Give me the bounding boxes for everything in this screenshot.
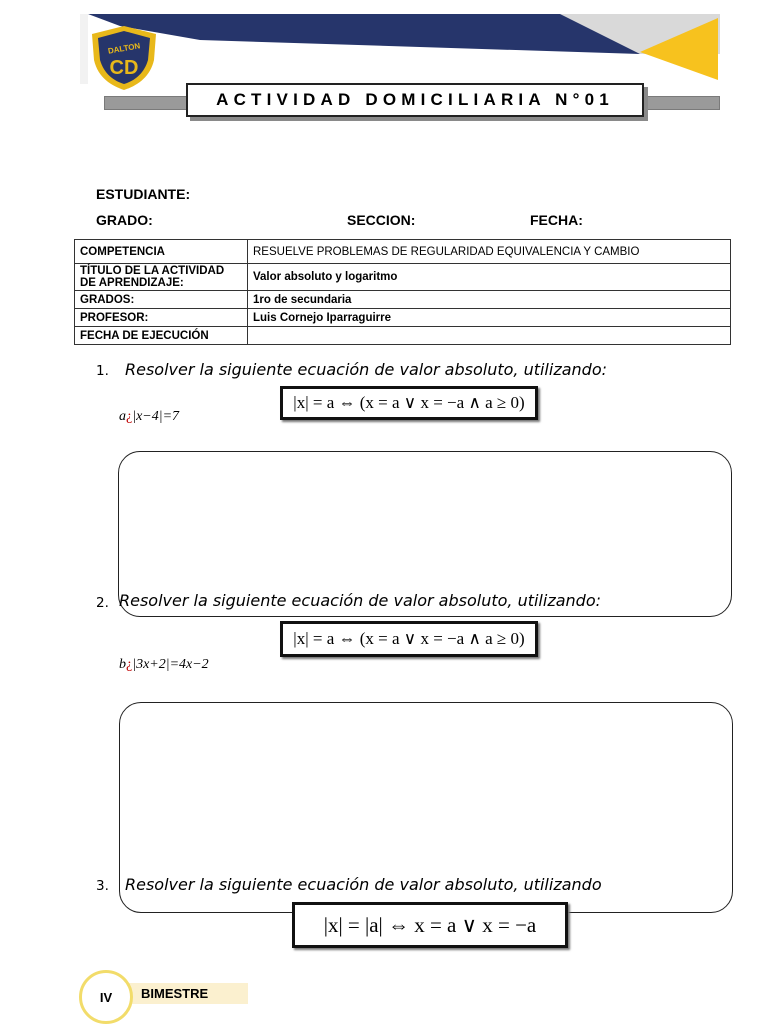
question-3-text: Resolver la siguiente ecuación de valor absoluto, utilizando	[125, 875, 602, 894]
section-label: SECCION:	[347, 212, 416, 228]
formula-2: |x| = a ⇔ (x = a ∨ x = −a ∧ a ≥ 0)	[280, 621, 538, 657]
row-value	[248, 327, 731, 345]
period-label: BIMESTRE	[141, 986, 209, 1001]
page-title: ACTIVIDAD DOMICILIARIA N°01	[216, 90, 614, 109]
question-1-number: 1.	[96, 363, 109, 379]
equation-1	[119, 409, 179, 425]
table-row	[75, 240, 731, 264]
equation-1-prefix: a	[119, 409, 126, 424]
row-label: PROFESOR:	[75, 309, 248, 327]
formula-1: |x| = a ⇔ (x = a ∨ x = −a ∧ a ≥ 0)	[280, 386, 538, 420]
period-band	[128, 983, 248, 1004]
school-logo	[88, 24, 160, 92]
row-value: 1ro de secundaria	[248, 291, 731, 309]
question-3-number: 3.	[96, 878, 109, 894]
question-2-text: Resolver la siguiente ecuación de valor absoluto, utilizando:	[119, 591, 601, 610]
info-table	[74, 239, 731, 345]
table-row	[75, 309, 731, 327]
row-value: Valor absoluto y logaritmo	[248, 264, 731, 291]
table-row	[75, 264, 731, 291]
grade-label: GRADO:	[96, 212, 153, 228]
period-number: IV	[99, 989, 113, 1005]
row-label: FECHA DE EJECUCIÓN	[75, 327, 248, 345]
equation-1-body: |x−4|=7	[132, 409, 180, 424]
table-row	[75, 291, 731, 309]
equation-2-prefix: b	[119, 657, 126, 672]
row-label: TÍTULO DE LA ACTIVIDAD DE APRENDIZAJE:	[75, 264, 248, 291]
row-label: GRADOS:	[75, 291, 248, 309]
row-value: RESUELVE PROBLEMAS DE REGULARIDAD EQUIVALENCIA Y CAMBIO	[248, 240, 731, 264]
title-box	[186, 83, 644, 117]
equation-2-body: |3x+2|=4x−2	[132, 657, 209, 672]
period-badge	[79, 970, 133, 1024]
svg-text:CD: CD	[109, 57, 139, 79]
question-1-text: Resolver la siguiente ecuación de valor absoluto, utilizando:	[125, 360, 607, 379]
logo-text: DALTON	[107, 41, 141, 56]
row-label: COMPETENCIA	[75, 240, 248, 264]
student-label: ESTUDIANTE:	[96, 186, 191, 202]
equation-2-mark: ¿	[126, 657, 133, 672]
question-2-number: 2.	[96, 595, 109, 611]
table-row	[75, 327, 731, 345]
row-value: Luis Cornejo Iparraguirre	[248, 309, 731, 327]
equation-1-mark: ¿	[126, 409, 133, 424]
formula-3: |x| = |a| ⇔ x = a ∨ x = −a	[292, 902, 568, 948]
equation-2	[119, 657, 209, 673]
date-label: FECHA:	[530, 212, 583, 228]
